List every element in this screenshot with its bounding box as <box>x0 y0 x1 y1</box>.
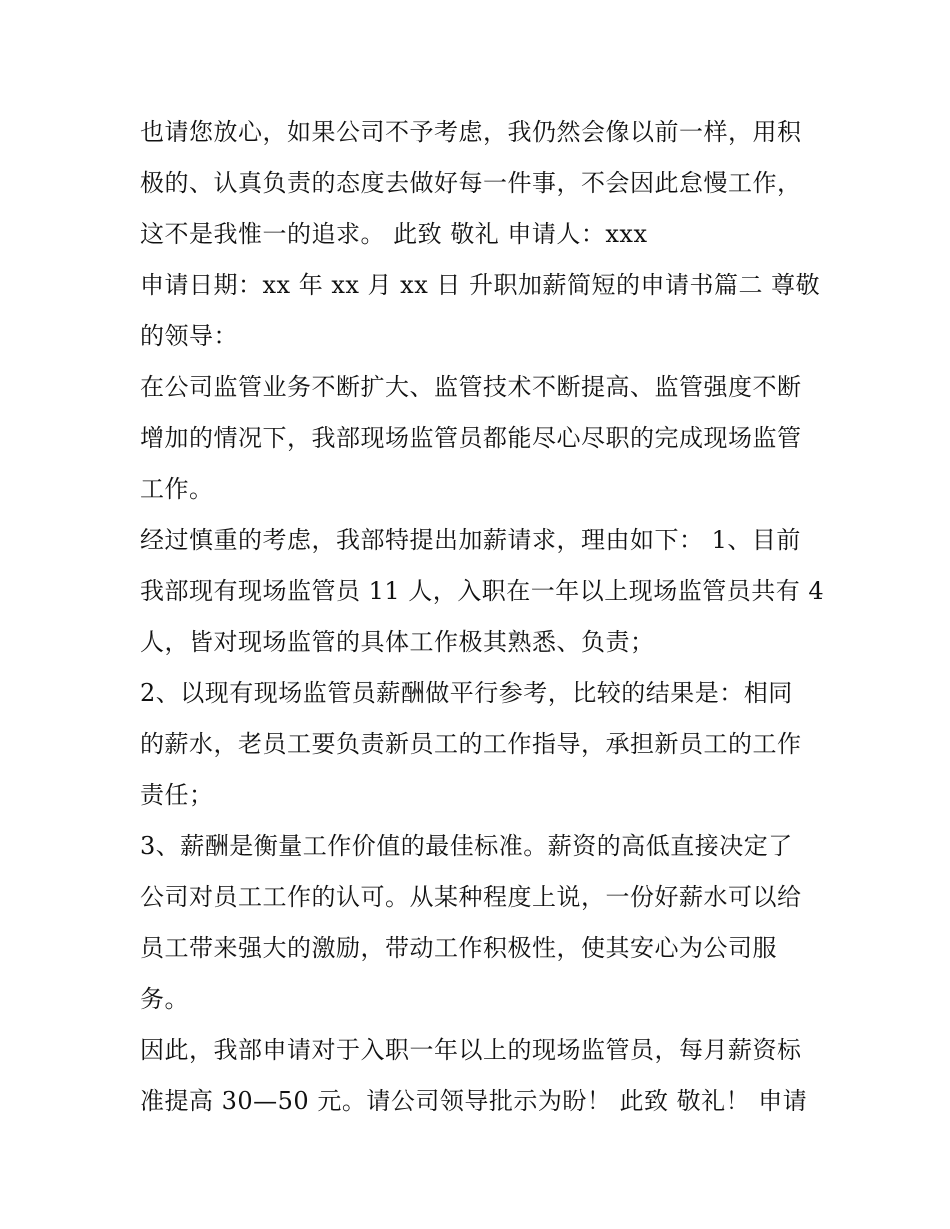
text-line: 我部现有现场监管员 11 人，入职在一年以上现场监管员共有 4 <box>140 577 825 605</box>
text-line: 因此，我部申请对于入职一年以上的现场监管员，每月薪资标 <box>140 1036 802 1064</box>
text-line: 3、薪酬是衡量工作价值的最佳标准。薪资的高低直接决定了 <box>140 832 793 860</box>
text-line: 的领导： <box>140 322 238 350</box>
text-line: 务。 <box>140 985 189 1013</box>
text-line: 准提高 30—50 元。请公司领导批示为盼！ 此致 敬礼！ 申请 <box>140 1087 808 1115</box>
text-line: 2、以现有现场监管员薪酬做平行参考，比较的结果是：相同 <box>140 679 793 707</box>
text-line: 增加的情况下，我部现场监管员都能尽心尽职的完成现场监管 <box>140 424 802 452</box>
text-line: 极的、认真负责的态度去做好每一件事，不会因此怠慢工作， <box>140 169 802 197</box>
text-line: 工作。 <box>140 475 214 503</box>
text-line: 也请您放心，如果公司不予考虑，我仍然会像以前一样，用积 <box>140 118 802 146</box>
text-line: 员工带来强大的激励，带动工作积极性，使其安心为公司服 <box>140 934 777 962</box>
text-line: 的薪水，老员工要负责新员工的工作指导，承担新员工的工作 <box>140 730 802 758</box>
text-line: 人，皆对现场监管的具体工作极其熟悉、负责； <box>140 628 655 656</box>
text-line: 公司对员工工作的认可。从某种程度上说，一份好薪水可以给 <box>140 883 802 911</box>
document-body <box>140 107 825 1127</box>
text-line: 经过慎重的考虑，我部特提出加薪请求，理由如下： 1、目前 <box>140 526 801 554</box>
text-line: 这不是我惟一的追求。 此致 敬礼 申请人：xxx <box>140 220 648 248</box>
text-line: 在公司监管业务不断扩大、监管技术不断提高、监管强度不断 <box>140 373 802 401</box>
text-line: 责任； <box>140 781 214 809</box>
text-line: 申请日期：xx 年 xx 月 xx 日 升职加薪简短的申请书篇二 尊敬 <box>140 271 821 299</box>
